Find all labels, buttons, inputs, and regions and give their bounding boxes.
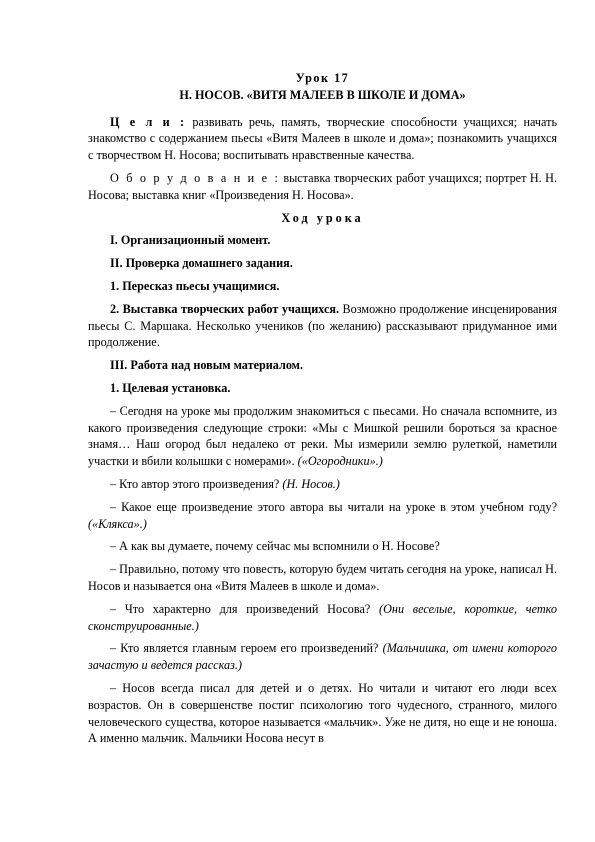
dialogue-paragraph-3 — [88, 499, 557, 533]
section-3-heading: III. Работа над новым материалом. — [110, 358, 304, 373]
section-2-1-heading: 1. Пересказ пьесы учащимися. — [110, 278, 280, 293]
dialogue-paragraph-7 — [88, 640, 557, 674]
equipment-label: О б о р у д о в а н и е : — [110, 170, 280, 185]
goals-paragraph — [88, 114, 557, 164]
dialogue-paragraph-8: – Носов всегда писал для детей и о детях. Но читали и читают его люди всех возрастов. Он в совершенстве постиг психологию того чудесного, странного, милого человеческого существа, которое называется «мальчик». Уже не дитя, но еще и не юноша. А именно мальчик. Мальчики Носова несут в — [88, 680, 557, 746]
dialogue-paragraph-2 — [88, 476, 557, 493]
goals-text: развивать речь, память, творческие способности учащихся; начать знакомство с содержанием пьесы «Витя Малеев в школе и дома»; познакомить учащихся с творчеством Н. Носова; воспитывать нравственные качества. — [88, 114, 557, 163]
dialogue-text: – Что характерно для произведений Носова? — [110, 601, 380, 616]
dialogue-answer: («Огородники».) — [297, 454, 383, 469]
dialogue-paragraph-1 — [88, 403, 557, 470]
dialogue-paragraph-4: – А как вы думаете, почему сейчас мы вспомнили о Н. Носове? — [110, 539, 440, 554]
dialogue-text: – Какое еще произведение этого автора вы читали на уроке в этом учебном году? — [110, 499, 557, 514]
dialogue-text: – Кто является главным героем его произведений? — [110, 641, 383, 656]
lesson-number: Урок 17 — [295, 71, 350, 85]
dialogue-answer: (Н. Носов.) — [282, 476, 340, 491]
document-page — [88, 70, 557, 753]
equipment-paragraph — [88, 170, 557, 204]
section-2-2-paragraph — [88, 301, 557, 351]
dialogue-answer: («Клякса».) — [88, 516, 147, 531]
section-2-2-text: Возможно продолжение инсценирования пьесы С. Маршака. Несколько учеников (по желанию) рассказывают придуманное ими продолжение. — [88, 301, 558, 350]
dialogue-text: – Сегодня на уроке мы продолжим знакомиться с пьесами. Но сначала вспомните, из какого произведения следующие строки: «Мы с Мишкой решили бороться за красное знамя… Наш огород был недалеко от реки. Мы измерили землю рулеткой, наметили участки и вбили колышки с номерами». — [88, 403, 557, 469]
section-2-heading: II. Проверка домашнего задания. — [110, 256, 293, 271]
section-1-heading: I. Организационный момент. — [110, 233, 271, 248]
section-3-1-heading: 1. Целевая установка. — [110, 380, 231, 395]
lesson-title: Н. НОСОВ. «ВИТЯ МАЛЕЕВ В ШКОЛЕ И ДОМА» — [179, 87, 466, 102]
course-heading: Ход урока — [281, 210, 364, 225]
equipment-text: выставка творческих работ учащихся; портрет Н. Н. Носова; выставка книг «Произведения Н. Носова». — [88, 170, 557, 202]
dialogue-paragraph-5: – Правильно, потому что повесть, которую будем читать сегодня на уроке, написал Н. Носов и называется она «Витя Малеев в школе и дома». — [88, 562, 557, 593]
goals-label: Ц е л и : — [110, 114, 187, 129]
dialogue-answer: (Мальчишка, от имени которого зачастую и ведется рассказ.) — [88, 641, 557, 673]
dialogue-text: – Кто автор этого произведения? — [110, 476, 283, 491]
section-2-2-label: 2. Выставка творческих работ учащихся. — [110, 301, 340, 316]
dialogue-paragraph-6 — [88, 601, 557, 635]
dialogue-answer: (Они веселые, короткие, четко сконструированные.) — [88, 601, 558, 633]
